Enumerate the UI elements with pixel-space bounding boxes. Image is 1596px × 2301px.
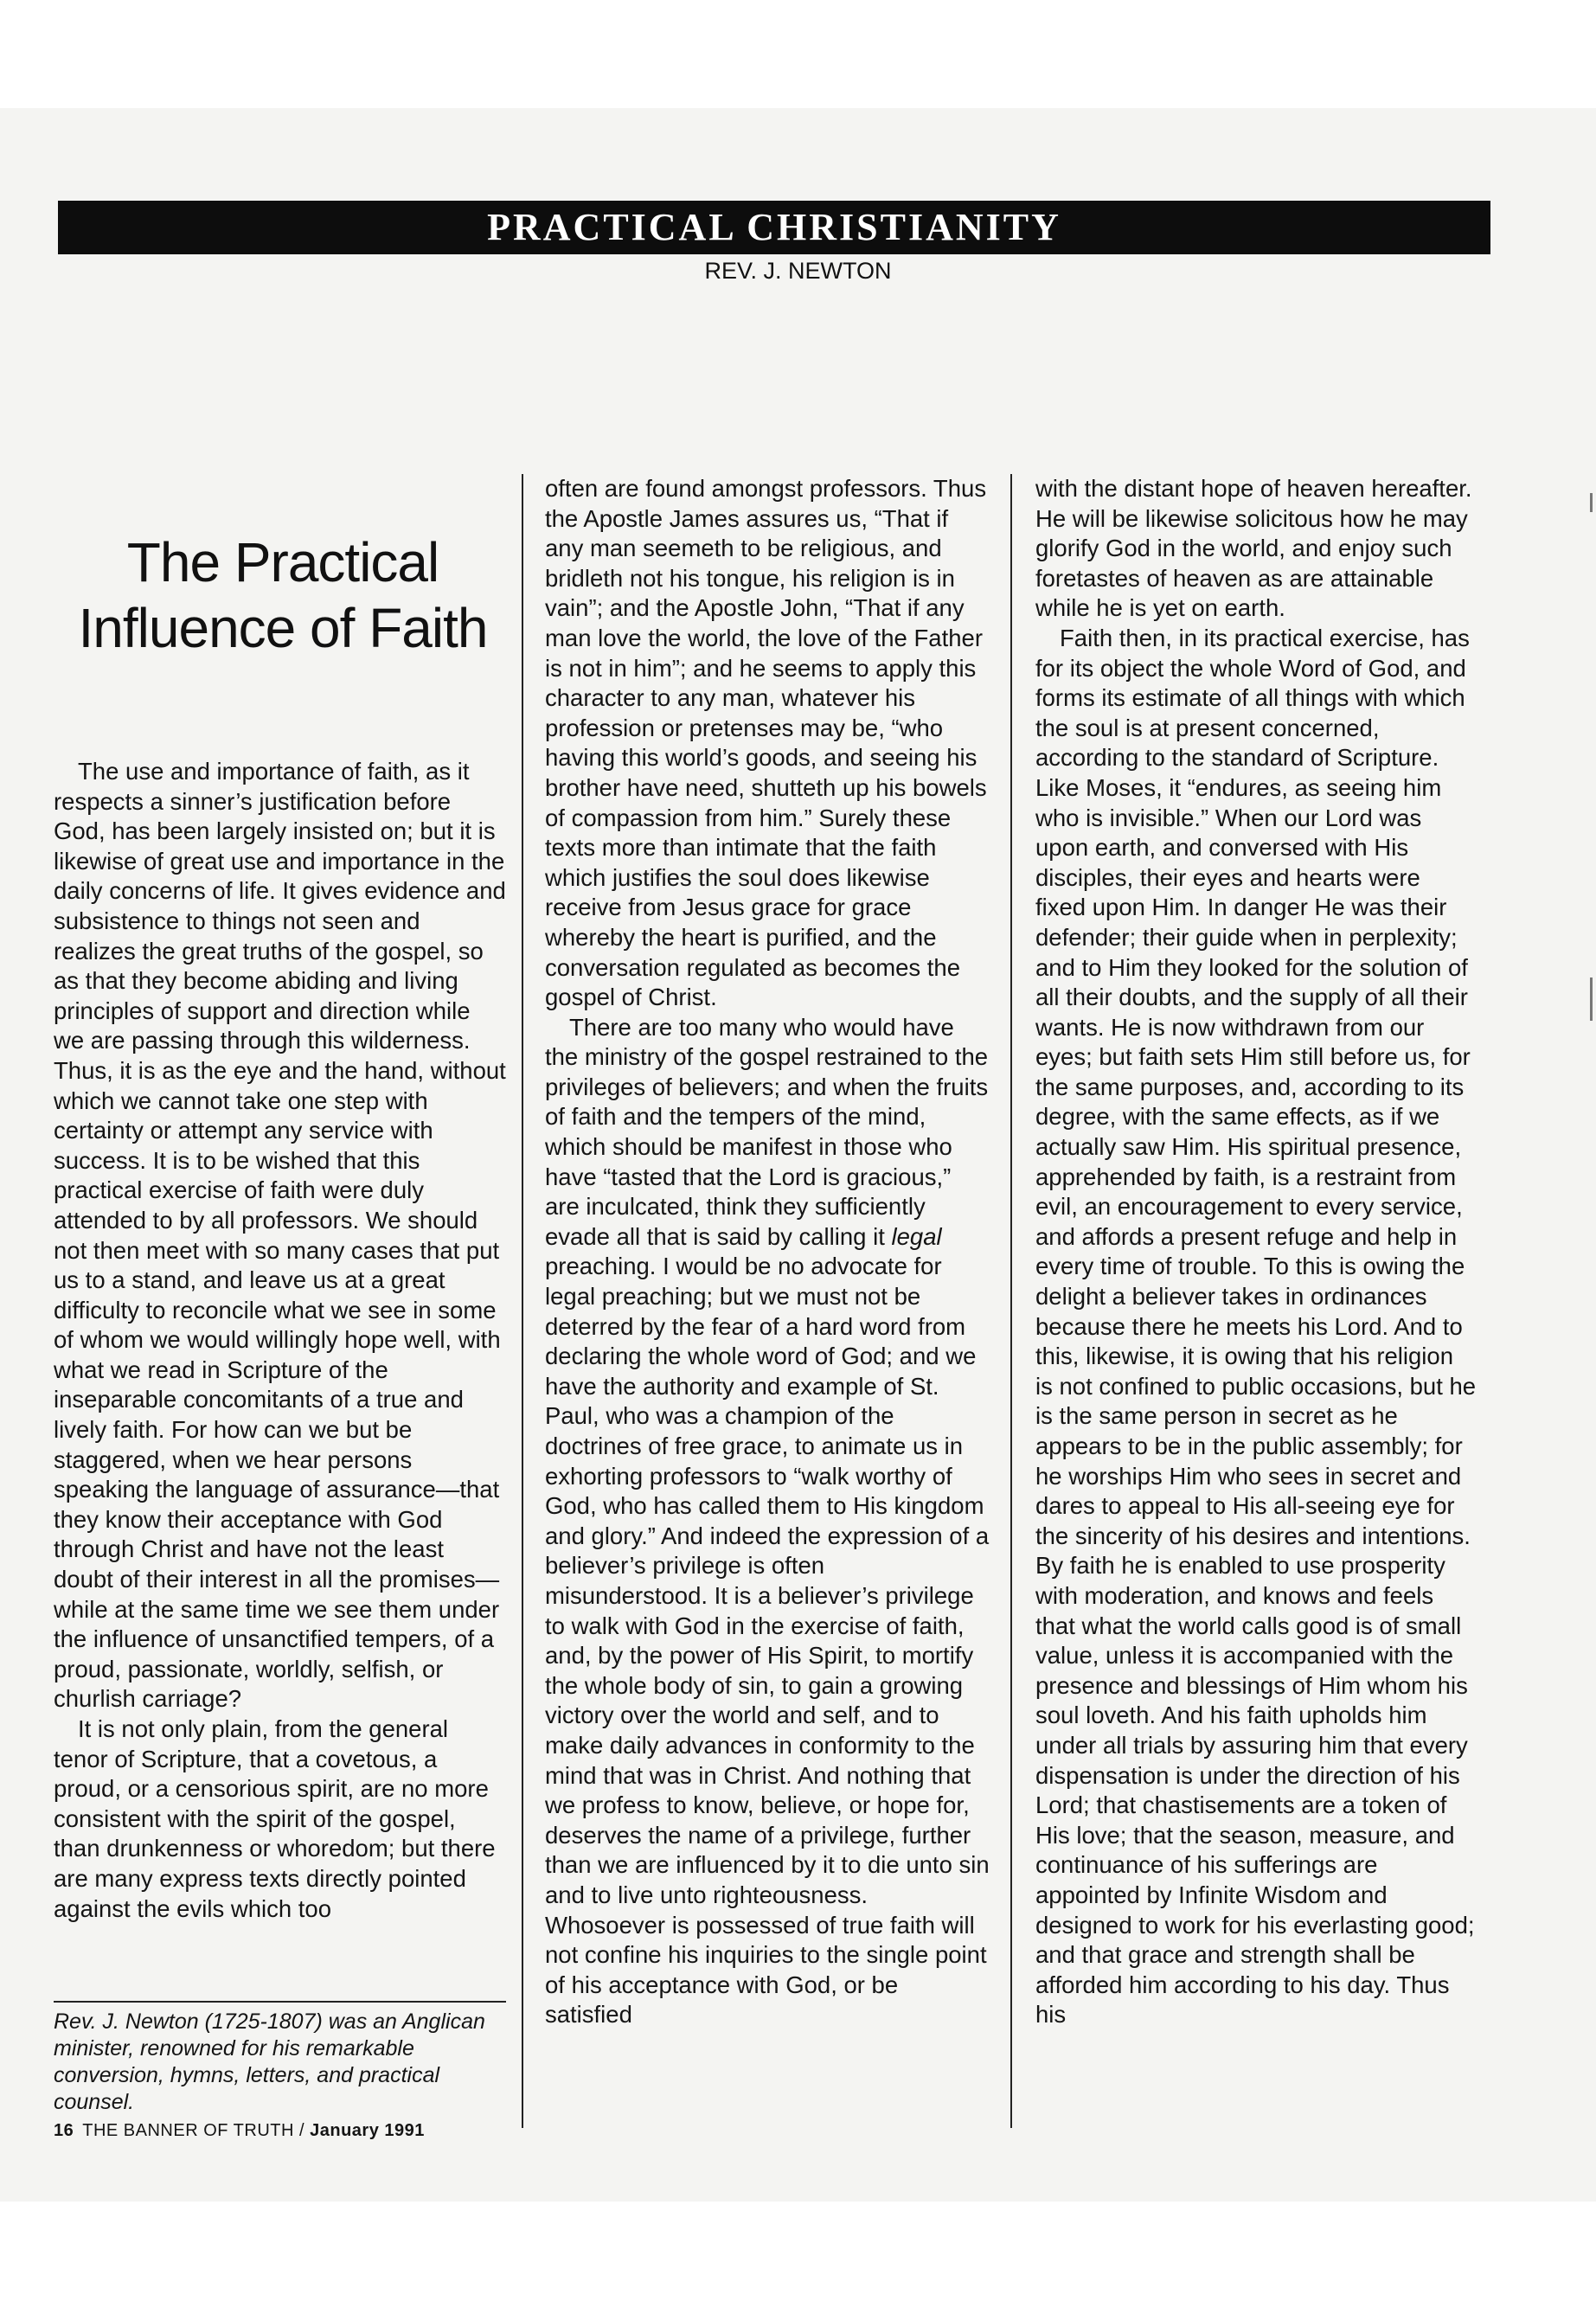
- footnote-divider: [54, 2001, 506, 2003]
- column-3: [1035, 474, 1477, 2030]
- issue-date: January 1991: [310, 2121, 425, 2140]
- author-byline: REV. J. NEWTON: [704, 258, 892, 284]
- publication-name: THE BANNER OF TRUTH /: [82, 2121, 305, 2140]
- column-1: [54, 757, 506, 1924]
- paragraph: Faith then, in its practical exercise, has for its object the whole Word of God, and forms its estimate of all things with which the soul is at present concerned, according to the standard of Scripture. Like Moses, it “endures, as seeing him who is invisible.” When our Lord was upon earth, and conversed with His disciples, their eyes and hearts were fixed upon Him. In danger He was their defender; their guide when in perplexity; and to Him they looked for the solution of all their doubts, and the supply of all their wants. He is now withdrawn from our eyes; but faith sets Him still before us, for the same purposes, and, according to its degree, with the same effects, as if we actually saw Him. His spiritual presence, apprehended by faith, is a restraint from evil, an encouragement to every service, and affords a present refuge and help in every time of trouble. To this is owing the delight a believer takes in ordinances because there he meets his Lord. And to this, likewise, it is owing that his religion is not confined to public occasions, but he is the same person in secret as he appears to be in the public assembly; for he worships Him who sees in secret and dares to appeal to His all-seeing eye for the sincerity of his desires and intentions. By faith he is enabled to use prosperity with moderation, and knows and feels that what the world calls good is of small value, unless it is accompanied with the presence and blessings of Him whom his soul loveth. And his faith upholds him under all trials by assuring him that every dispensation is under the direction of his Lord; that chastisements are a token of His love; that the season, measure, and continuance of his sufferings are appointed by Infinite Wisdom and designed to work for his everlasting good; and that grace and strength shall be afforded him according to his day. Thus his: [1035, 624, 1477, 2029]
- title-line-1: The Practical: [126, 531, 439, 593]
- page-number: 16: [54, 2121, 74, 2140]
- column-2: [545, 474, 990, 2030]
- author-note: Rev. J. Newton (1725-1807) was an Anglican minister, renowned for his remarkable conversion, hymns, letters, and practical counsel.: [54, 2009, 485, 2114]
- paragraph-text: There are too many who would have the ministry of the gospel restrained to the privileges of believers; and when the fruits of faith and the tempers of the mind, which should be manifest in those who have “tasted that the Lord is gracious,” are inculcated, think they sufficiently evade all that is said by calling it: [545, 1013, 989, 1250]
- paragraph: The use and importance of faith, as it respects a sinner’s justification before God, has been largely insisted on; but it is likewise of great use and importance in the daily concerns of life. It gives evidence and subsistence to things not seen and realizes the great truths of the gospel, so as that they become abiding and living principles of support and direction while we are passing through this wilderness. Thus, it is as the eye and the hand, without which we cannot take one step with certainty or attempt any service with success. It is to be wished that this practical exercise of faith were duly attended to by all professors. We should not then meet with so many cases that put us to a stand, and leave us at a great difficulty to reconcile what we see in some of whom we would willingly hope well, with what we read in Scripture of the inseparable concomitants of a true and lively faith. For how can we but be staggered, when we hear persons speaking the language of assurance—that they know their acceptance with God through Christ and have not the least doubt of their interest in all the promises—while at the same time we see them under the influence of unsanctified tempers, of a proud, passionate, worldly, selfish, or churlish carriage?: [54, 758, 506, 1713]
- paragraph-text: preaching. I would be no advocate for legal preaching; but we must not be deterred by the fear of a hard word from declaring the whole word of God; and we have the authority and example of St. Paul, who was a champion of the doctrines of free grace, to animate us in exhorting professors to “walk worthy of God, who has called them to His kingdom and glory.” And indeed the expression of a believer’s privilege is often misunderstood. It is a believer’s privilege to walk with God in the exercise of faith, and, by the power of His Spirit, to mortify the whole body of sin, to gain a growing victory over the world and self, and to make daily advances in conformity to the mind that was in Christ. And nothing that we profess to know, believe, or hope for, deserves the name of a privilege, further than we are influenced by it to die unto sin and to live unto righteousness. Whosoever is possessed of true faith will not confine his inquiries to the single point of his acceptance with God, or be satisfied: [545, 1253, 990, 2029]
- scan-edge-mark: [1590, 493, 1593, 512]
- article-title: [54, 529, 512, 661]
- column-divider: [522, 474, 523, 2128]
- paragraph: It is not only plain, from the general tenor of Scripture, that a covetous, a proud, or a censorious spirit, are no more consistent with the spirit of the gospel, than drunkenness or whoredom; but there are many express texts directly pointed against the evils which too: [54, 1715, 496, 1922]
- section-banner: PRACTICAL CHRISTIANITY: [58, 201, 1490, 254]
- paragraph: with the distant hope of heaven hereafter. He will be likewise solicitous how he may glorify God in the world, and enjoy such foretastes of heaven as are attainable while he is yet on earth.: [1035, 475, 1472, 622]
- scan-edge-mark: [1590, 977, 1593, 1021]
- emphasis-text: legal: [891, 1222, 942, 1250]
- title-line-2: Influence of Faith: [78, 597, 488, 659]
- column-divider: [1010, 474, 1012, 2128]
- paragraph: [545, 1013, 990, 2030]
- paragraph: often are found amongst professors. Thus the Apostle James assures us, “That if any man seemeth to be religious, and bridleth not his tongue, his religion is in vain”; and the Apostle John, “That if any man love the world, the love of the Father is not in him”; and he seems to apply this character to any man, whatever his profession or pretenses may be, “who having this world’s goods, and seeing his brother have need, shutteth up his bowels of compassion from him.” Surely these texts more than intimate that the faith which justifies the soul does likewise receive from Jesus grace for grace whereby the heart is purified, and the conversation regulated as becomes the gospel of Christ.: [545, 475, 987, 1011]
- page-footer: [54, 2121, 425, 2141]
